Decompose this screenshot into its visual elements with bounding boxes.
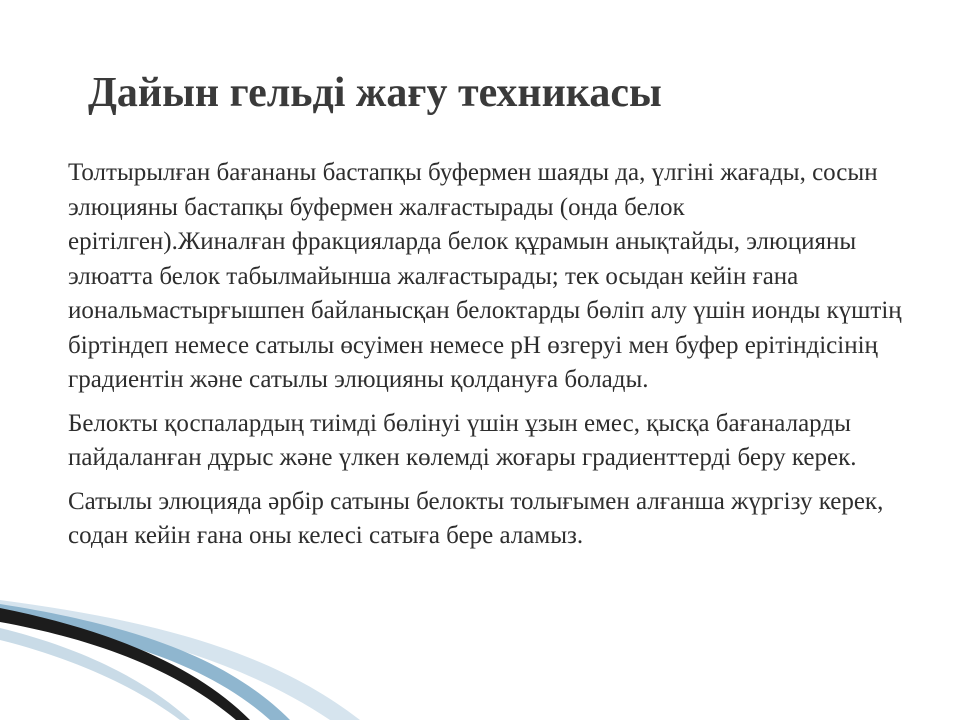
body-paragraph-2: Белокты қоспалардың тиімді бөлінуі үшін ұзын емес, қысқа бағаналарды пайдаланған дұрыс және үлкен көлемді жоғары градиенттерді беру керек.: [68, 409, 857, 471]
slide-title: Дайын гельді жағу техникасы: [88, 70, 662, 116]
wave-light-band: [0, 600, 360, 720]
body-paragraph-3: Сатылы элюцияда әрбір сатыны белокты толығымен алғанша жүргізу керек, содан кейін ғана оны келесі сатыға бере аламыз.: [68, 487, 884, 549]
slide-body: [68, 156, 908, 563]
wave-pale-band: [0, 628, 190, 720]
wave-blue-band: [0, 604, 290, 720]
wave-dark-band: [0, 608, 250, 720]
body-paragraph-1: Толтырылған бағананы бастапқы буфермен шаяды да, үлгіні жағады, сосын элюцияны бастапқы буфермен жалғастырады (онда белок ерітілген).Жиналған фракцияларда белок құрамын анықтайды, элюцияны элюатта белок табылмайынша жалғастырады; тек осыдан кейін ғана иональмастырғышпен байланысқан белоктарды бөліп алу үшін ионды күштің біртіндеп немесе сатылы өсуімен немесе рН өзгеруі мен буфер ерітіндісінің градиентін және сатылы элюцияны қолдануға болады.: [68, 159, 902, 393]
